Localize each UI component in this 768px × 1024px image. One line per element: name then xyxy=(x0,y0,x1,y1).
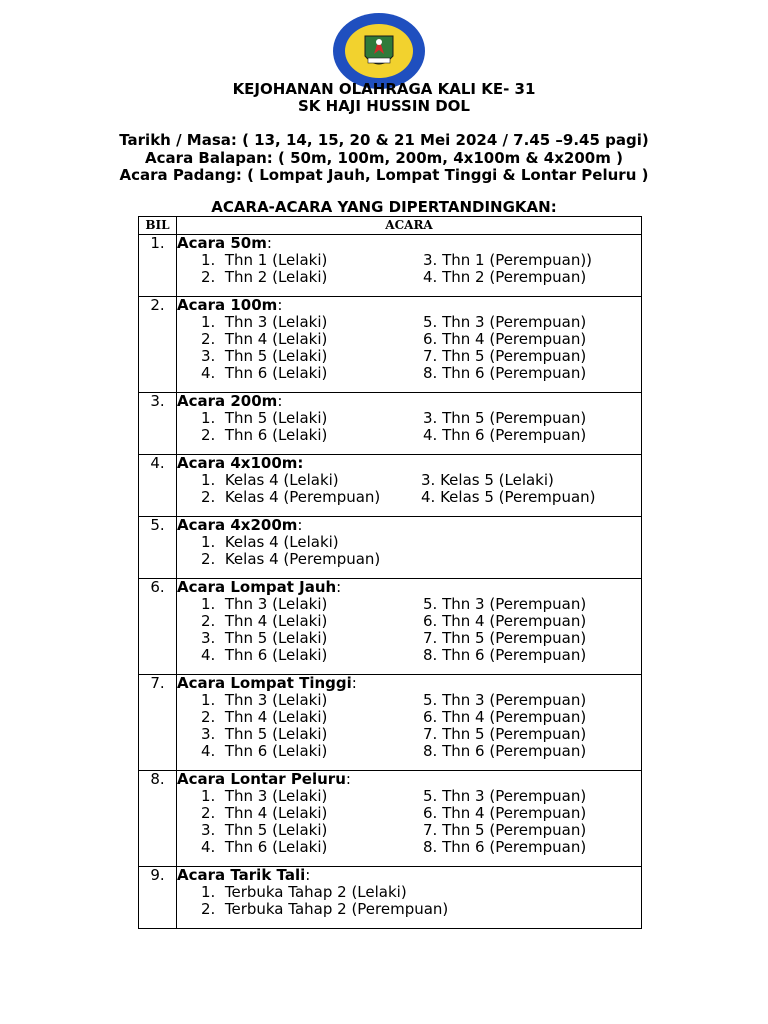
event-number: 6. xyxy=(139,579,177,675)
event-details xyxy=(177,393,642,455)
info-track-value: : ( 50m, 100m, 200m, 4x100m & 4x200m ) xyxy=(266,148,623,167)
event-categories xyxy=(201,788,641,856)
category-row xyxy=(201,365,641,382)
event-details xyxy=(177,235,642,297)
event-name-suffix: : xyxy=(336,578,342,596)
category-right: 3. Kelas 5 (Lelaki) xyxy=(421,471,554,489)
school-name: SK HAJI HUSSIN DOL xyxy=(298,97,470,115)
category-left: 4. Thn 6 (Lelaki) xyxy=(201,742,328,760)
category-row xyxy=(201,410,641,427)
table-row xyxy=(139,771,642,867)
category-left: 3. Thn 5 (Lelaki) xyxy=(201,725,328,743)
event-info xyxy=(0,132,768,185)
category-right: 4. Kelas 5 (Perempuan) xyxy=(421,488,596,506)
category-row xyxy=(201,647,641,664)
category-row xyxy=(201,692,641,709)
event-categories xyxy=(201,472,641,506)
category-left: 2. Thn 4 (Lelaki) xyxy=(201,612,328,630)
category-row xyxy=(201,348,641,365)
category-row xyxy=(201,551,641,568)
event-number: 8. xyxy=(139,771,177,867)
category-left: 4. Thn 6 (Lelaki) xyxy=(201,364,328,382)
category-left: 3. Thn 5 (Lelaki) xyxy=(201,347,328,365)
category-right: 6. Thn 4 (Perempuan) xyxy=(423,330,587,348)
event-name-suffix: : xyxy=(277,392,283,410)
category-right: 8. Thn 6 (Perempuan) xyxy=(423,646,587,664)
category-right: 4. Thn 2 (Perempuan) xyxy=(423,268,587,286)
event-name: Acara 200m xyxy=(177,392,278,410)
category-right: 7. Thn 5 (Perempuan) xyxy=(423,821,587,839)
event-number: 5. xyxy=(139,517,177,579)
events-table xyxy=(138,216,642,929)
table-row xyxy=(139,235,642,297)
info-date-label: Tarikh / Masa xyxy=(119,131,231,149)
category-left: 1. Terbuka Tahap 2 (Lelaki) xyxy=(201,883,407,901)
event-number: 3. xyxy=(139,393,177,455)
event-categories xyxy=(201,252,641,286)
category-left: 2. Kelas 4 (Perempuan) xyxy=(201,550,381,568)
event-title-line xyxy=(177,235,641,252)
info-date-line xyxy=(0,132,768,150)
table-row xyxy=(139,517,642,579)
event-name-suffix: : xyxy=(297,516,303,534)
category-row xyxy=(201,489,641,506)
event-details xyxy=(177,517,642,579)
category-left: 2. Thn 4 (Lelaki) xyxy=(201,804,328,822)
category-left: 1. Kelas 4 (Lelaki) xyxy=(201,533,339,551)
column-header-bil: BIL xyxy=(139,217,177,235)
info-date-value: : ( 13, 14, 15, 20 & 21 Mei 2024 / 7.45 –9.45 pagi) xyxy=(230,131,649,149)
info-field-line xyxy=(0,167,768,185)
category-right: 8. Thn 6 (Perempuan) xyxy=(423,742,587,760)
category-row xyxy=(201,630,641,647)
event-categories xyxy=(201,410,641,444)
category-left: 2. Thn 2 (Lelaki) xyxy=(201,268,328,286)
event-name-suffix: : xyxy=(305,866,311,884)
event-name: Acara Lompat Tinggi xyxy=(177,674,352,692)
event-categories xyxy=(201,596,641,664)
category-right: 8. Thn 6 (Perempuan) xyxy=(423,364,587,382)
category-row xyxy=(201,331,641,348)
event-number: 4. xyxy=(139,455,177,517)
event-name: Acara 4x100m: xyxy=(177,454,304,472)
event-name-suffix: : xyxy=(351,674,357,692)
event-title-line xyxy=(177,675,641,692)
category-row xyxy=(201,743,641,760)
section-title: ACARA-ACARA YANG DIPERTANDINGKAN: xyxy=(211,198,557,216)
event-details xyxy=(177,297,642,393)
category-row xyxy=(201,534,641,551)
event-title-line xyxy=(177,579,641,596)
info-field-value: : ( Lompat Jauh, Lompat Tinggi & Lontar Peluru ) xyxy=(235,166,649,184)
event-name: Acara Lontar Peluru xyxy=(177,770,346,788)
category-left: 3. Thn 5 (Lelaki) xyxy=(201,821,328,839)
event-number: 7. xyxy=(139,675,177,771)
category-left: 2. Terbuka Tahap 2 (Perempuan) xyxy=(201,900,449,918)
category-row xyxy=(201,269,641,286)
event-details xyxy=(177,675,642,771)
event-details xyxy=(177,771,642,867)
event-name-suffix: : xyxy=(345,770,351,788)
info-track-line xyxy=(0,150,768,168)
category-right: 3. Thn 1 (Perempuan)) xyxy=(423,251,593,269)
category-right: 5. Thn 3 (Perempuan) xyxy=(423,313,587,331)
category-left: 2. Kelas 4 (Perempuan) xyxy=(201,488,381,506)
event-title-line xyxy=(177,771,641,788)
category-left: 1. Thn 3 (Lelaki) xyxy=(201,691,328,709)
event-number: 1. xyxy=(139,235,177,297)
category-row xyxy=(201,314,641,331)
event-name: Acara 50m xyxy=(177,234,267,252)
event-title-line xyxy=(177,517,641,534)
table-row xyxy=(139,867,642,929)
category-row xyxy=(201,726,641,743)
event-details xyxy=(177,579,642,675)
table-row xyxy=(139,393,642,455)
category-left: 1. Thn 3 (Lelaki) xyxy=(201,595,328,613)
category-left: 3. Thn 5 (Lelaki) xyxy=(201,629,328,647)
category-right: 6. Thn 4 (Perempuan) xyxy=(423,612,587,630)
category-row xyxy=(201,901,641,918)
category-right: 4. Thn 6 (Perempuan) xyxy=(423,426,587,444)
info-track-label: Acara Balapan xyxy=(145,148,267,167)
category-row xyxy=(201,596,641,613)
category-left: 4. Thn 6 (Lelaki) xyxy=(201,646,328,664)
category-right: 6. Thn 4 (Perempuan) xyxy=(423,708,587,726)
category-left: 1. Thn 5 (Lelaki) xyxy=(201,409,328,427)
event-details xyxy=(177,455,642,517)
category-right: 3. Thn 5 (Perempuan) xyxy=(423,409,587,427)
event-categories xyxy=(201,884,641,918)
event-title-line xyxy=(177,867,641,884)
category-left: 4. Thn 6 (Lelaki) xyxy=(201,838,328,856)
column-header-acara: ACARA xyxy=(177,217,642,235)
category-left: 1. Kelas 4 (Lelaki) xyxy=(201,471,339,489)
category-left: 1. Thn 3 (Lelaki) xyxy=(201,313,328,331)
category-left: 2. Thn 6 (Lelaki) xyxy=(201,426,328,444)
table-row xyxy=(139,675,642,771)
school-logo xyxy=(332,12,426,90)
event-name: Acara Tarik Tali xyxy=(177,866,306,884)
category-right: 7. Thn 5 (Perempuan) xyxy=(423,725,587,743)
event-name: Acara 100m xyxy=(177,296,278,314)
category-right: 5. Thn 3 (Perempuan) xyxy=(423,787,587,805)
category-row xyxy=(201,805,641,822)
category-right: 7. Thn 5 (Perempuan) xyxy=(423,347,587,365)
category-left: 2. Thn 4 (Lelaki) xyxy=(201,330,328,348)
event-title-line xyxy=(177,393,641,410)
info-field-label: Acara Padang xyxy=(119,166,236,184)
event-title-line xyxy=(177,297,641,314)
category-row xyxy=(201,472,641,489)
event-number: 9. xyxy=(139,867,177,929)
category-row xyxy=(201,252,641,269)
table-row xyxy=(139,455,642,517)
category-right: 5. Thn 3 (Perempuan) xyxy=(423,595,587,613)
category-right: 5. Thn 3 (Perempuan) xyxy=(423,691,587,709)
table-row xyxy=(139,579,642,675)
event-categories xyxy=(201,692,641,760)
event-name-suffix: : xyxy=(266,234,272,252)
category-row xyxy=(201,613,641,630)
event-name: Acara Lompat Jauh xyxy=(177,578,337,596)
event-name: Acara 4x200m xyxy=(177,516,298,534)
category-row xyxy=(201,839,641,856)
category-right: 6. Thn 4 (Perempuan) xyxy=(423,804,587,822)
category-row xyxy=(201,427,641,444)
school-crest-icon xyxy=(332,12,426,90)
event-number: 2. xyxy=(139,297,177,393)
category-left: 2. Thn 4 (Lelaki) xyxy=(201,708,328,726)
event-title: KEJOHANAN OLAHRAGA KALI KE- 31 xyxy=(232,80,536,98)
category-row xyxy=(201,822,641,839)
category-row xyxy=(201,884,641,901)
category-left: 1. Thn 3 (Lelaki) xyxy=(201,787,328,805)
event-details xyxy=(177,867,642,929)
event-categories xyxy=(201,534,641,568)
category-left: 1. Thn 1 (Lelaki) xyxy=(201,251,328,269)
event-title-line xyxy=(177,455,641,472)
category-row xyxy=(201,788,641,805)
event-name-suffix: : xyxy=(277,296,283,314)
event-categories xyxy=(201,314,641,382)
category-right: 8. Thn 6 (Perempuan) xyxy=(423,838,587,856)
table-row xyxy=(139,297,642,393)
category-right: 7. Thn 5 (Perempuan) xyxy=(423,629,587,647)
category-row xyxy=(201,709,641,726)
